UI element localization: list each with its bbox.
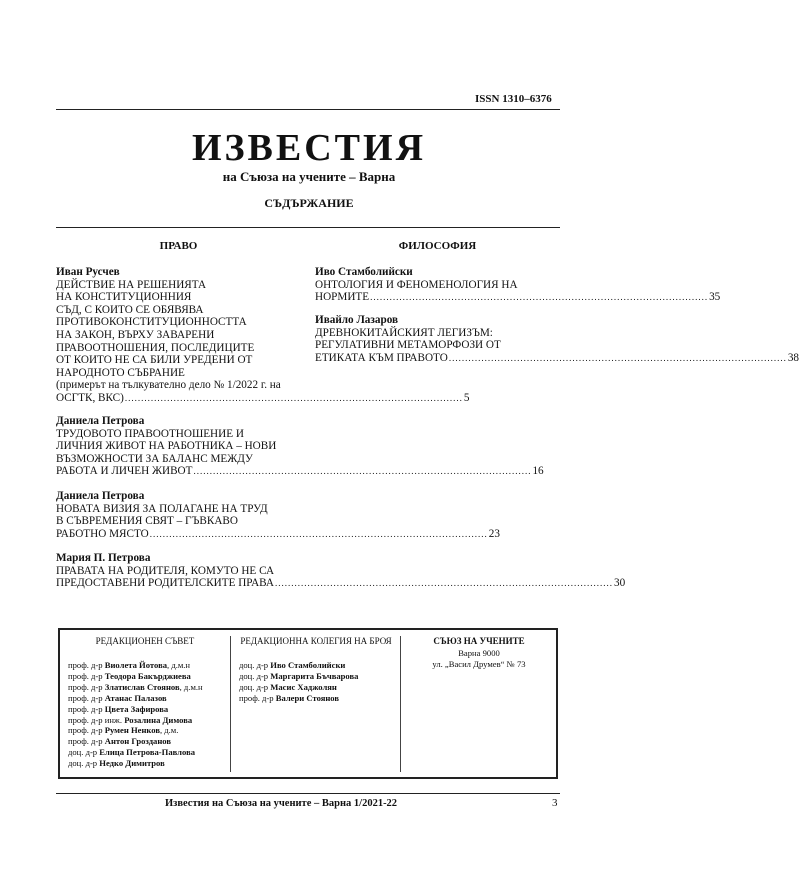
entry-page: 30: [614, 577, 626, 590]
section-heading-law: ПРАВО: [159, 240, 198, 252]
toc-entry[interactable]: [56, 552, 626, 590]
union-heading: СЪЮЗ НА УЧЕНИТЕ: [433, 636, 525, 646]
entry-leader-line: [56, 391, 470, 405]
issn: ISSN 1310–6376: [475, 93, 552, 105]
entry-author: Даниела Петрова: [56, 415, 145, 427]
top-rule: [56, 109, 560, 110]
board-member: [68, 725, 230, 736]
entry-leader-line: [56, 527, 500, 541]
board-member: [239, 671, 401, 682]
entry-author: Иво Стамболийски: [315, 266, 413, 278]
member-name: Антон Грозданов: [104, 736, 172, 747]
entry-page: 35: [709, 291, 721, 304]
board-member: [68, 736, 230, 747]
entry-title-line: ОТ КОИТО НЕ СА БИЛИ УРЕДЕНИ ОТ: [56, 354, 253, 367]
board-member: [68, 671, 230, 682]
toc-entry[interactable]: [315, 266, 721, 304]
board-member: [68, 758, 230, 769]
entry-title-line: ВЪЗМОЖНОСТИ ЗА БАЛАНС МЕЖДУ: [56, 452, 253, 465]
entry-title-line: НА КОНСТИТУЦИОННИЯ: [56, 291, 192, 304]
entry-title-last: ЕТИКАТА КЪМ ПРАВОТО: [315, 351, 448, 364]
board-member: [68, 747, 230, 758]
board-member: [239, 693, 401, 704]
toc-entry[interactable]: [56, 415, 544, 478]
member-degree: , д.м.н: [179, 681, 203, 692]
member-title: доц. д-р: [239, 670, 269, 681]
entry-author: Иван Русчев: [56, 266, 120, 278]
toc-entry[interactable]: [56, 490, 500, 540]
member-title: доц. д-р: [68, 747, 98, 758]
member-name: Розалина Димова: [124, 714, 193, 725]
entry-title-line: СЪД, С КОИТО СЕ ОБЯВЯВА: [56, 303, 204, 316]
member-name: Валери Стоянов: [275, 692, 340, 703]
member-title: доц. д-р: [239, 660, 269, 670]
member-title: проф. д-р: [68, 692, 103, 703]
editorial-council-column: [60, 636, 230, 772]
footer-rule: [56, 793, 560, 794]
entry-author: Даниела Петрова: [56, 490, 145, 502]
board-member: [68, 693, 230, 704]
member-name: Иво Стамболийски: [270, 660, 346, 670]
entry-title-last: ПРЕДОСТАВЕНИ РОДИТЕЛСКИТЕ ПРАВА: [56, 577, 274, 590]
member-name: Елица Петрова-Павлова: [99, 747, 196, 758]
entry-leader-line: [315, 291, 721, 304]
member-title: проф. д-р: [68, 736, 103, 747]
member-name: Виолета Йотова: [104, 660, 168, 670]
member-degree: , д.м.н: [167, 660, 191, 670]
entry-leader-line: [56, 465, 544, 478]
board-member: [68, 704, 230, 715]
section-heading-philosophy: ФИЛОСОФИЯ: [398, 240, 477, 252]
journal-subtitle: на Съюза на учените – Варна: [222, 169, 396, 184]
member-title: проф. д-р: [68, 681, 103, 692]
member-title: проф. д-р: [68, 725, 103, 736]
page-number: 3: [552, 797, 558, 809]
entry-page: 5: [463, 391, 470, 404]
member-name: Румен Ненков: [104, 725, 160, 736]
contents-rule: [56, 227, 560, 228]
entry-title-line: (примерът на тълкувателно дело № 1/2022 г. на: [56, 379, 281, 392]
entry-title-line: ПРАВООТНОШЕНИЯ, ПОСЛЕДИЦИТЕ: [56, 341, 255, 354]
issue-board-heading: РЕДАКЦИОННА КОЛЕГИЯ НА БРОЯ: [240, 636, 392, 646]
member-title: проф. д-р: [239, 692, 274, 703]
entry-title-line: НОВАТА ВИЗИЯ ЗА ПОЛАГАНЕ НА ТРУД: [56, 502, 268, 515]
editorial-council-list: [60, 660, 230, 769]
member-title: проф. д-р инж.: [68, 714, 123, 725]
entry-title-line: ПРАВАТА НА РОДИТЕЛЯ, КОМУТО НЕ СА: [56, 564, 275, 577]
entry-page: 16: [532, 465, 544, 478]
issue-board-list: [231, 660, 401, 704]
member-title: проф. д-р: [68, 660, 103, 670]
member-title: проф. д-р: [68, 703, 103, 714]
board-member: [68, 715, 230, 726]
board-member: [239, 660, 401, 671]
dot-leader: ........................................................................................................: [193, 466, 532, 477]
entry-title-last: НОРМИТЕ: [315, 291, 370, 304]
entry-title-line: ДРЕВНОКИТАЙСКИЯТ ЛЕГИЗЪМ:: [315, 326, 493, 339]
dot-leader: ........................................................................................................: [370, 292, 709, 303]
member-name: Златислав Стоянов: [104, 681, 180, 692]
entry-title-line: НАРОДНОТО СЪБРАНИЕ: [56, 366, 185, 379]
issue-board-column: [230, 636, 401, 772]
entry-leader-line: [56, 577, 626, 590]
entry-author: Мария П. Петрова: [56, 552, 151, 564]
member-title: доц. д-р: [239, 681, 269, 692]
entry-title-line: ПРОТИВОКОНСТИТУЦИОННОСТТА: [56, 316, 247, 329]
dot-leader: ........................................................................................................: [448, 352, 787, 363]
dot-leader: ........................................................................................................: [149, 528, 488, 539]
entry-page: 23: [488, 527, 500, 540]
editorial-council-heading: РЕДАКЦИОНЕН СЪВЕТ: [95, 636, 195, 646]
entry-title-line: ЛИЧНИЯ ЖИВОТ НА РАБОТНИКА – НОВИ: [56, 440, 277, 453]
journal-title: ИЗВЕСТИЯ: [191, 127, 427, 169]
entry-title-last: РАБОТНО МЯСТО: [56, 527, 149, 540]
board-member: [68, 660, 230, 671]
entry-title-line: ДЕЙСТВИЕ НА РЕШЕНИЯТА: [56, 278, 207, 291]
entry-leader-line: [315, 351, 799, 365]
union-address-column: [400, 636, 557, 772]
dot-leader: ........................................................................................................: [124, 392, 463, 403]
entry-title-last: ОСГТК, ВКС): [56, 391, 124, 404]
toc-entry[interactable]: [315, 314, 799, 364]
entry-title-line: ОНТОЛОГИЯ И ФЕНОМЕНОЛОГИЯ НА: [315, 278, 518, 291]
member-name: Атанас Палазов: [104, 692, 167, 703]
union-street: ул. „Васил Друмев“ № 73: [432, 658, 526, 669]
entry-title-line: РЕГУЛАТИВНИ МЕТАМОРФОЗИ ОТ: [315, 339, 501, 352]
editorial-board-box: [58, 628, 558, 779]
entry-author: Ивайло Лазаров: [315, 314, 399, 326]
dot-leader: ........................................................................................................: [275, 578, 613, 589]
member-title: проф. д-р: [68, 670, 103, 681]
entry-title-line: ТРУДОВОТО ПРАВООТНОШЕНИЕ И: [56, 427, 244, 440]
member-name: Масис Хаджолян: [270, 681, 337, 692]
board-member: [239, 682, 401, 693]
member-name: Маргарита Бъчварова: [270, 670, 359, 681]
entry-title-line: НА ЗАКОН, ВЪРХУ ЗАВАРЕНИ: [56, 328, 215, 341]
contents-heading: СЪДЪРЖАНИЕ: [264, 196, 354, 210]
member-name: Теодора Бакърджиева: [104, 670, 191, 681]
board-member: [68, 682, 230, 693]
member-name: Цвета Зафирова: [104, 703, 169, 714]
member-degree: , д.м.: [159, 725, 179, 736]
footer-journal: Известия на Съюза на учените – Варна 1/2021-22: [164, 798, 398, 809]
member-title: доц. д-р: [68, 758, 98, 769]
entry-title-line: В СЪВРЕМЕНИЯ СВЯТ – ГЪВКАВО: [56, 515, 238, 528]
union-city: Варна 9000: [458, 648, 500, 658]
member-name: Недко Димитров: [99, 758, 165, 769]
entry-page: 38: [787, 351, 799, 364]
entry-title-last: РАБОТА И ЛИЧЕН ЖИВОТ: [56, 465, 193, 478]
